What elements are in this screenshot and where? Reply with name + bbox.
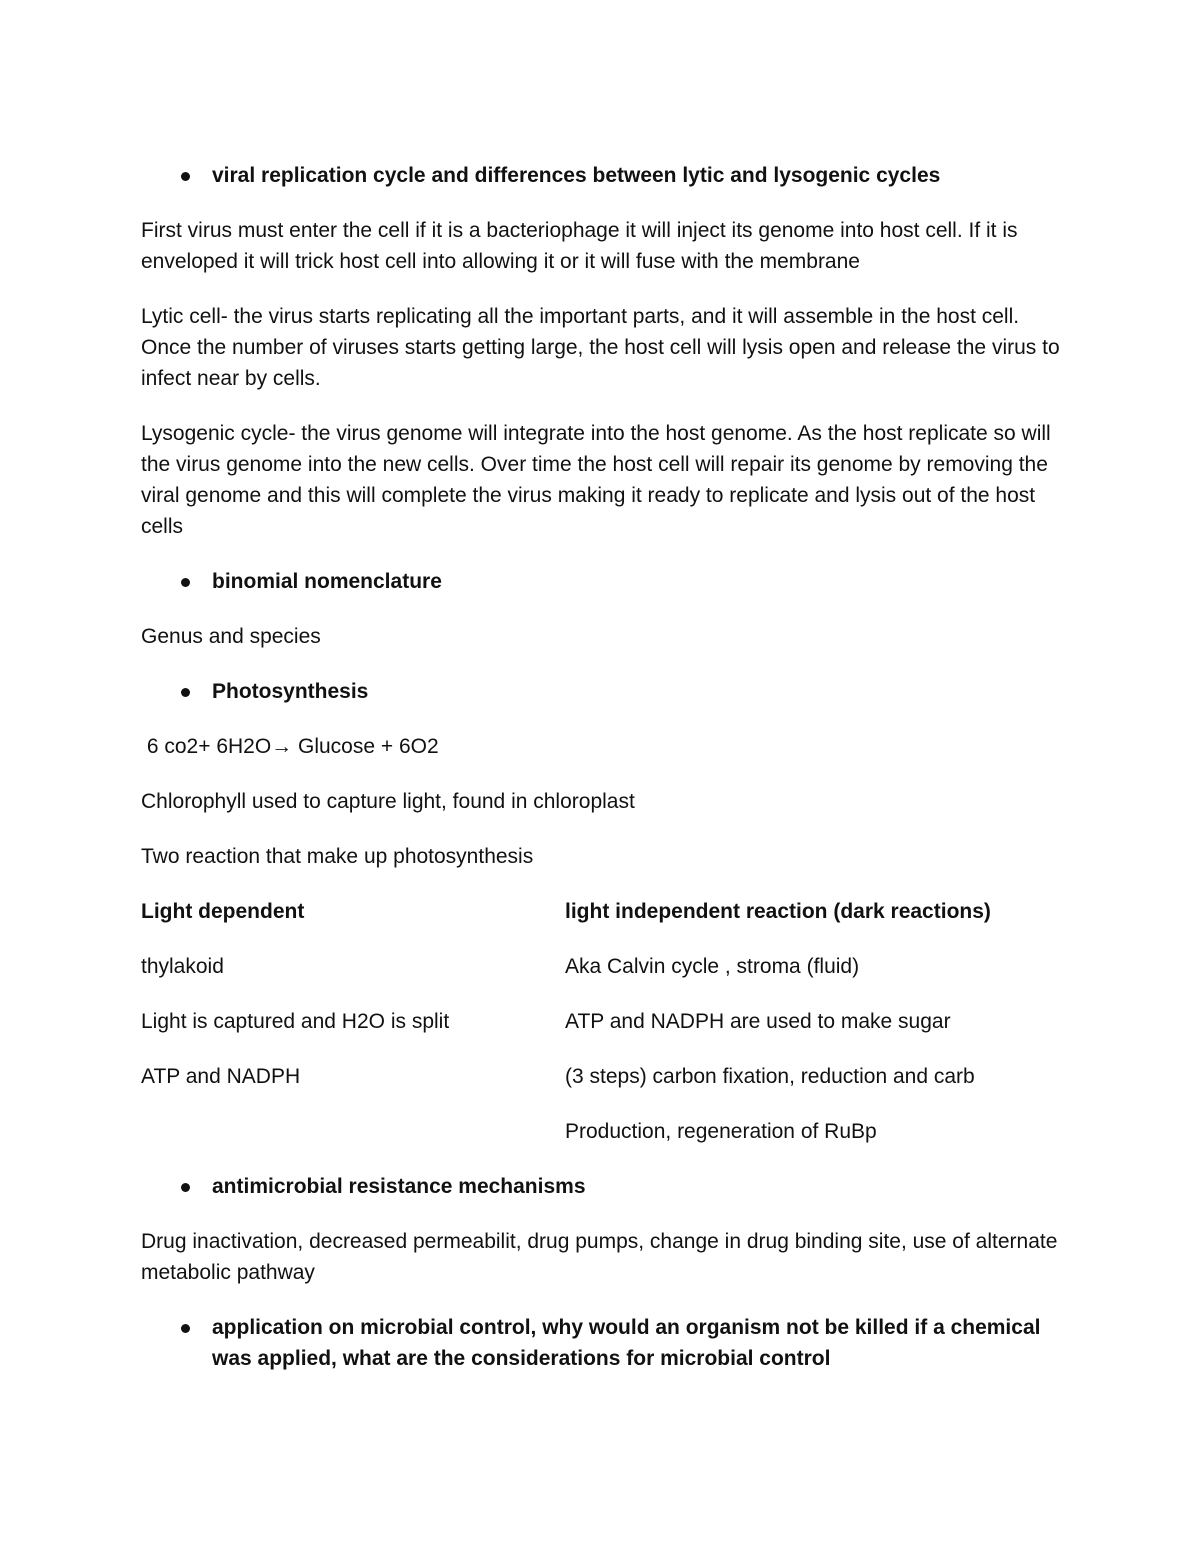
bullet-dot bbox=[181, 172, 190, 181]
table-header-light-independent: light independent reaction (dark reactions) bbox=[565, 900, 991, 923]
heading-viral-replication bbox=[141, 160, 1066, 191]
heading-text: Photosynthesis bbox=[212, 680, 369, 703]
two-reactions-paragraph: Two reaction that make up photosynthesis bbox=[141, 845, 534, 868]
heading-binomial-nomenclature bbox=[141, 566, 1066, 597]
lytic-paragraph: Lytic cell- the virus starts replicating all the important parts, and it will assemble in the host cell. Once the number of viruses starts getting large, the host cell will lysis open and release the virus to infect near by cells. bbox=[141, 305, 1066, 390]
heading-antimicrobial-resistance bbox=[141, 1171, 1066, 1202]
bullet-dot bbox=[181, 1183, 190, 1192]
table-header-light-dependent: Light dependent bbox=[141, 900, 305, 923]
heading-text: antimicrobial resistance mechanisms bbox=[212, 1175, 586, 1198]
heading-photosynthesis bbox=[141, 676, 1066, 707]
heading-text: viral replication cycle and differences between lytic and lysogenic cycles bbox=[212, 164, 941, 187]
photosynthesis-equation: 6 co2+ 6H2O→ Glucose + 6O2 bbox=[141, 735, 439, 758]
heading-text: binomial nomenclature bbox=[212, 570, 442, 593]
antimicrobial-paragraph: Drug inactivation, decreased permeabilit, drug pumps, change in drug binding site, use of alternate metabolic pathway bbox=[141, 1230, 1064, 1284]
lysogenic-paragraph: Lysogenic cycle- the virus genome will integrate into the host genome. As the host replicate so will the virus genome into the new cells. Over time the host cell will repair its genome by removing the viral genome and this will complete the virus making it ready to replicate and lysis out of the host cells bbox=[141, 422, 1057, 538]
bullet-dot bbox=[181, 1324, 190, 1333]
table-cell-left: thylakoid bbox=[141, 955, 224, 978]
photosynthesis-reactions-table bbox=[141, 896, 1066, 1147]
table-cell-left bbox=[141, 1116, 565, 1147]
table-cell-right: (3 steps) carbon fixation, reduction and carb bbox=[565, 1065, 975, 1088]
viral-entry-paragraph: First virus must enter the cell if it is a bacteriophage it will inject its genome into host cell. If it is enveloped it will trick host cell into allowing it or it will fuse with the membrane bbox=[141, 219, 1024, 273]
heading-microbial-control bbox=[141, 1312, 1066, 1374]
table-cell-left: ATP and NADPH bbox=[141, 1065, 301, 1088]
table-cell-right: ATP and NADPH are used to make sugar bbox=[565, 1010, 951, 1033]
table-cell-right: Production, regeneration of RuBp bbox=[565, 1120, 877, 1143]
bullet-dot bbox=[181, 578, 190, 587]
binomial-paragraph: Genus and species bbox=[141, 625, 321, 648]
document-page bbox=[141, 160, 1066, 1398]
heading-text: application on microbial control, why would an organism not be killed if a chemical was applied, what are the considerations for microbial control bbox=[212, 1316, 1041, 1370]
table-cell-left: Light is captured and H2O is split bbox=[141, 1010, 450, 1033]
chlorophyll-paragraph: Chlorophyll used to capture light, found in chloroplast bbox=[141, 790, 635, 813]
table-cell-right: Aka Calvin cycle , stroma (fluid) bbox=[565, 955, 860, 978]
bullet-dot bbox=[181, 688, 190, 697]
